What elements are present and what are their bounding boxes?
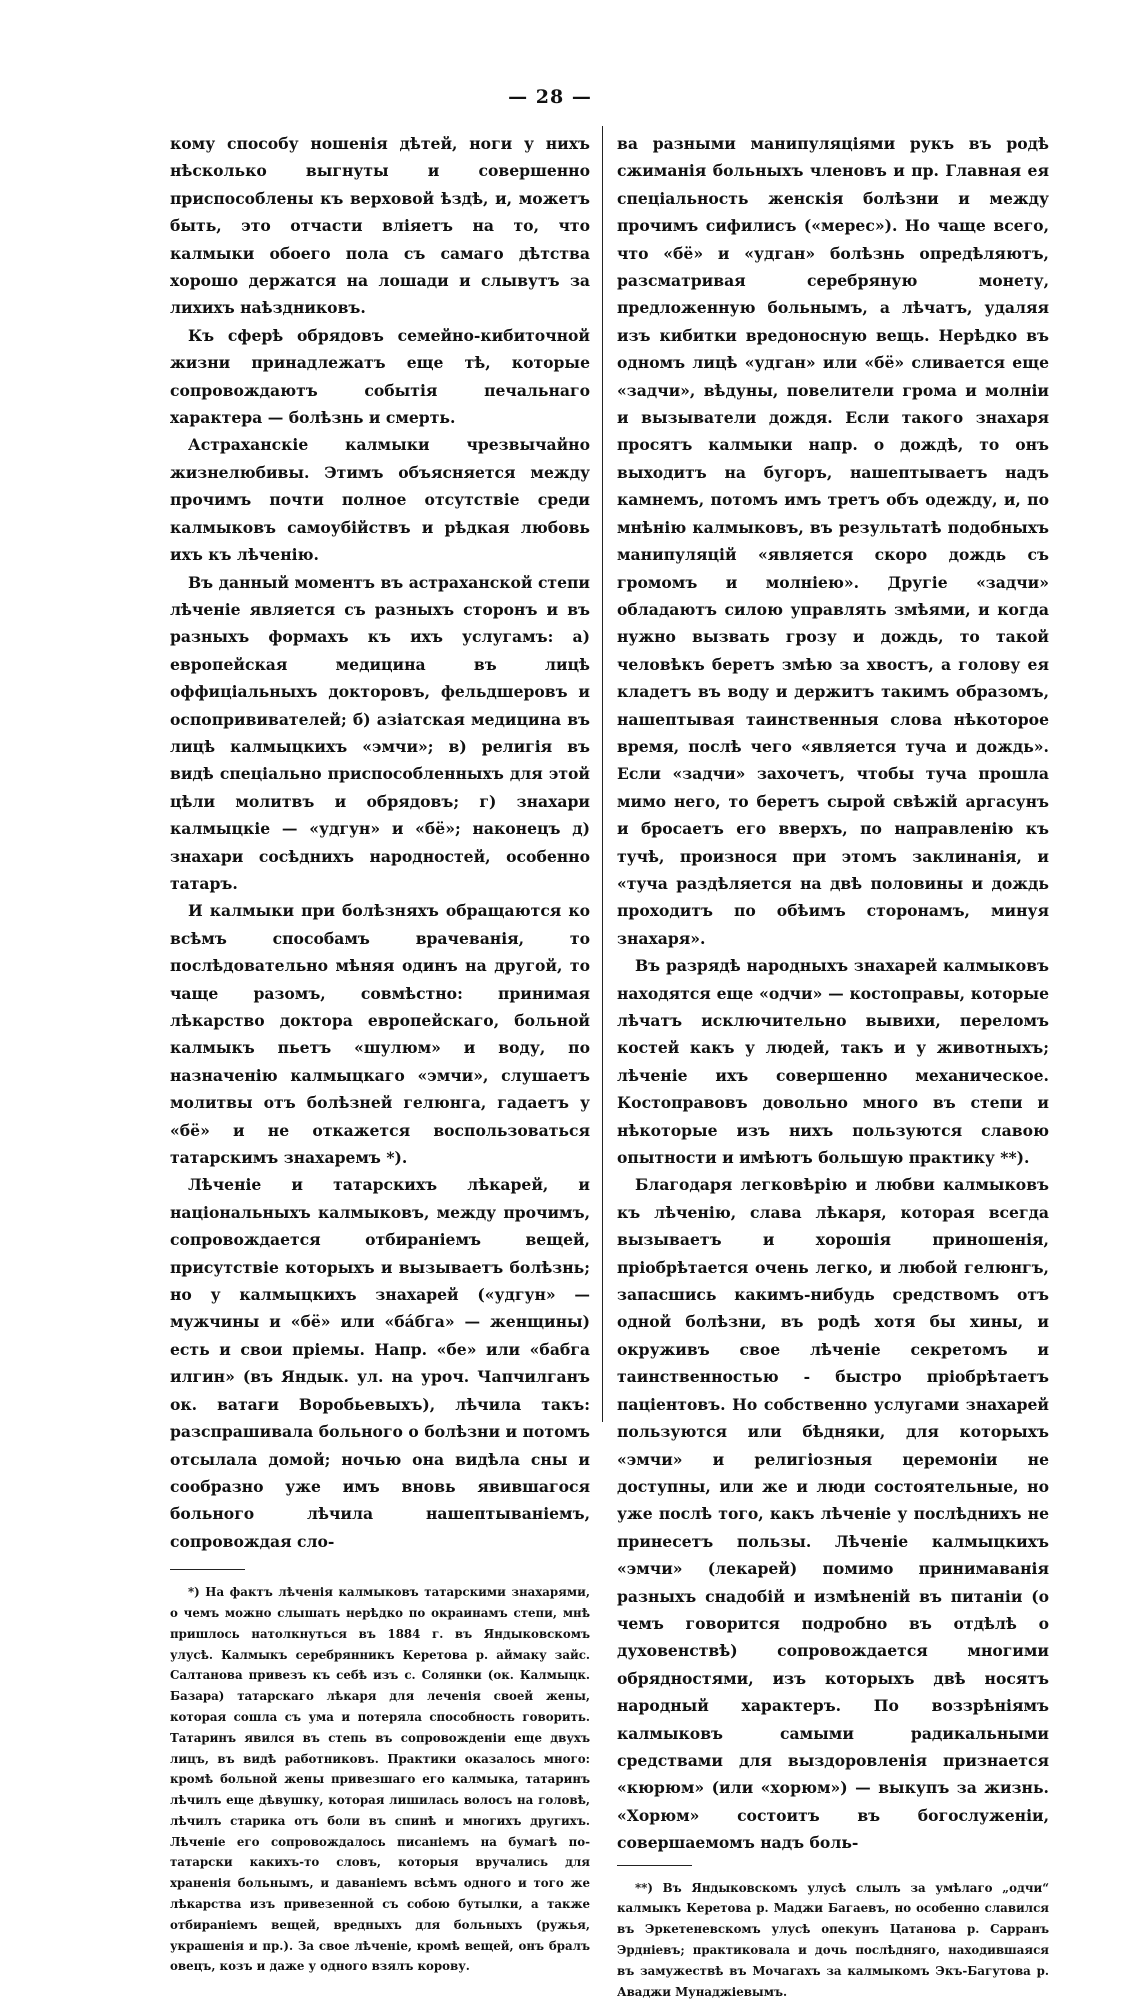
right-column	[617, 130, 1049, 2002]
footnote: *) На фактъ лѣченія калмыковъ татарскими знахарями, о чемъ можно слышать нерѣдко по окраинамъ степи, мнѣ пришлось натолкнуться въ 1884 г. въ Яндыковскомъ улусѣ. Калмыкъ серебрянникъ Керетова р. аймаку зайс. Салтанова привезъ къ себѣ изъ с. Солянки (ок. Калмыцк. Базара) татарскаго лѣкаря для леченія своей жены, которая сошла съ ума и потеряла способность говорить. Татаринъ явился въ степь въ сопровожденіи еще двухъ лицъ, въ видѣ работниковъ. Практики оказалось много: кромѣ больной жены привезшаго его калмыка, татаринъ лѣчилъ еще дѣвушку, которая лишилась волосъ на головѣ, лѣчилъ старика отъ боли въ спинѣ и многихъ другихъ. Лѣченіе его сопровождалось писаніемъ на бумагѣ по-татарски какихъ-то словъ, которыя вручались для храненія больнымъ, и даваніемъ всѣмъ одного и того же лѣкарства изъ привезенной съ собою бутылки, а также отбираніемъ вещей, вредныхъ для больныхъ (ружья, украшенія и пр.). За свое лѣченіе, кромѣ вещей, онъ бралъ овецъ, козъ и даже у одного взялъ корову.	[170, 1585, 590, 1974]
paragraph: И калмыки при болѣзняхъ обращаются ко всѣмъ способамъ врачеванія, то послѣдовательно мѣняя одинъ на другой, то чаще разомъ, совмѣстно: принимая лѣкарство доктора европейскаго, больной калмыкъ пьетъ «шулюм» и воду, по назначенію калмыцкаго «эмчи», слушаетъ молитвы отъ болѣзней гелюнга, гадаетъ у «бё» и не откажется воспользоваться татарскимъ знахаремъ *).	[170, 901, 590, 1168]
paragraph: кому способу ношенія дѣтей, ноги у нихъ нѣсколько выгнуты и совершенно приспособлены къ верховой ѣздѣ, и, можетъ быть, это отчасти вліяетъ на то, что калмыки обоего пола съ самаго дѣтства хорошо держатся на лошади и слывутъ за лихихъ наѣздниковъ.	[170, 134, 590, 318]
page-number: — 28 —	[508, 86, 592, 108]
footnote-divider	[170, 1569, 245, 1570]
footnote: **) Въ Яндыковскомъ улусѣ слылъ за умѣлаго „одчи“ калмыкъ Керетова р. Маджи Багаевъ, но особенно славился въ Эркетеневскомъ улусѣ опекунъ Цатанова р. Сарранъ Эрдніевъ; практиковала и дочь послѣдняго, находившаяся въ замужествѣ въ Мочагахъ за калмыкомъ Экъ-Багутова р. Аваджи Мунаджіевымъ.	[617, 1880, 1049, 1999]
paragraph: Въ данный моментъ въ астраханской степи лѣченіе является съ разныхъ сторонъ и въ разныхъ формахъ къ ихъ услугамъ: а) европейская медицина въ лицѣ оффиціальныхъ докторовъ, фельдшеровъ и оспопрививателей; б) азіатская медицина въ лицѣ калмыцкихъ «эмчи»; в) религія въ видѣ спеціально приспособленныхъ для этой цѣли молитвъ и обрядовъ; г) знахари калмыцкіе — «удгун» и «бё»; наконецъ д) знахари сосѣднихъ народностей, особенно татаръ.	[170, 572, 590, 893]
paragraph: ва разными манипуляціями рукъ въ родѣ сжиманія больныхъ членовъ и пр. Главная ея спеціальность женскія болѣзни и между прочимъ сифилисъ («мерес»). Но чаще всего, что «бё» и «удган» болѣзнь опредѣляютъ, разсматривая серебряную монету, предложенную больнымъ, а лѣчатъ, удаляя изъ кибитки вредоносную вещь. Нерѣдко въ одномъ лицѣ «удган» или «бё» сливается еще «задчи», вѣдуны, повелители грома и молніи и вызыватели дождя. Если такого знахаря просятъ калмыки напр. о дождѣ, то онъ выходитъ на бугоръ, нашептываетъ надъ камнемъ, потомъ имъ третъ объ одежду, и, по мнѣнію калмыковъ, въ результатѣ подобныхъ манипуляцій «является скоро дождь съ громомъ и молніею». Другіе «задчи» обладаютъ силою управлять змѣями, и когда нужно вызвать грозу и дождь, то такой человѣкъ беретъ змѣю за хвостъ, а голову ея кладетъ въ воду и держитъ такимъ образомъ, нашептывая таинственныя слова нѣкоторое время, послѣ чего «является туча и дождь». Если «задчи» захочетъ, чтобы туча прошла мимо него, то беретъ сырой свѣжій аргасунъ и бросаетъ его вверхъ, по направленію къ тучѣ, произнося при этомъ заклинанія, и «туча раздѣляется на двѣ половины и дождь проходитъ по обѣимъ сторонамъ, минуя знахаря».	[617, 134, 1049, 948]
paragraph: Къ сферѣ обрядовъ семейно-кибиточной жизни принадлежатъ еще тѣ, которые сопровождаютъ событія печальнаго характера — болѣзнь и смерть.	[170, 325, 590, 428]
left-column	[170, 130, 590, 1977]
paragraph: Благодаря легковѣрію и любви калмыковъ къ лѣченію, слава лѣкаря, которая всегда вызываетъ и хорошія приношенія, пріобрѣтается очень легко, и любой гелюнгъ, запасшись какимъ-нибудь средствомъ отъ одной болѣзни, въ родѣ хотя бы хины, и окруживъ свое лѣченіе секретомъ и таинственностью - быстро пріобрѣтаетъ паціентовъ. Но собственно услугами знахарей пользуются или бѣдняки, для которыхъ «эмчи» и религіозныя церемоніи не доступны, или же и люди состоятельные, но уже послѣ того, какъ лѣченіе у послѣднихъ не принесетъ пользы. Лѣченіе калмыцкихъ «эмчи» (лекарей) помимо принимаванія разныхъ снадобій и измѣненій въ питаніи (о чемъ говорится подробно въ отдѣлѣ о духовенствѣ) сопровождается многими обрядностями, изъ которыхъ двѣ носятъ народный характеръ. По воззрѣніямъ калмыковъ самыми радикальными средствами для выздоровленія признается «кюрюм» (или «хорюм») — выкупъ за жизнь. «Хорюм» состоитъ въ богослуженіи, совершаемомъ надъ боль-	[617, 1175, 1049, 1853]
column-divider	[602, 126, 603, 1422]
footnote-block	[617, 1878, 1049, 2002]
paragraph: Лѣченіе и татарскихъ лѣкарей, и національныхъ калмыковъ, между прочимъ, сопровождается отбираніемъ вещей, присутствіе которыхъ и вызываетъ болѣзнь; но у калмыцкихъ знахарей («удгун» — мужчины и «бё» или «бáбга» — женщины) есть и свои пріемы. Напр. «бе» или «бабга илгин» (въ Яндык. ул. на уроч. Чапчилганъ ок. ватаги Воробьевыхъ), лѣчила такъ: разспрашивала больного о болѣзни и потомъ отсылала домой; ночью она видѣла сны и сообразно уже имъ вновь явившагося больного лѣчила нашептываніемъ, сопровождая сло-	[170, 1175, 590, 1551]
paragraph: Астраханскіе калмыки чрезвычайно жизнелюбивы. Этимъ объясняется между прочимъ почти полное отсутствіе среди калмыковъ самоубійствъ и рѣдкая любовь ихъ къ лѣченію.	[170, 435, 590, 565]
paragraph: Въ разрядѣ народныхъ знахарей калмыковъ находятся еще «одчи» — костоправы, которые лѣчатъ исключительно вывихи, переломъ костей какъ у людей, такъ и у животныхъ; лѣченіе ихъ совершенно механическое. Костоправовъ довольно много въ степи и нѣкоторые изъ нихъ пользуются славою опытности и имѣютъ большую практику **).	[617, 956, 1049, 1168]
footnote-divider	[617, 1865, 692, 1866]
footnote-block	[170, 1582, 590, 1977]
